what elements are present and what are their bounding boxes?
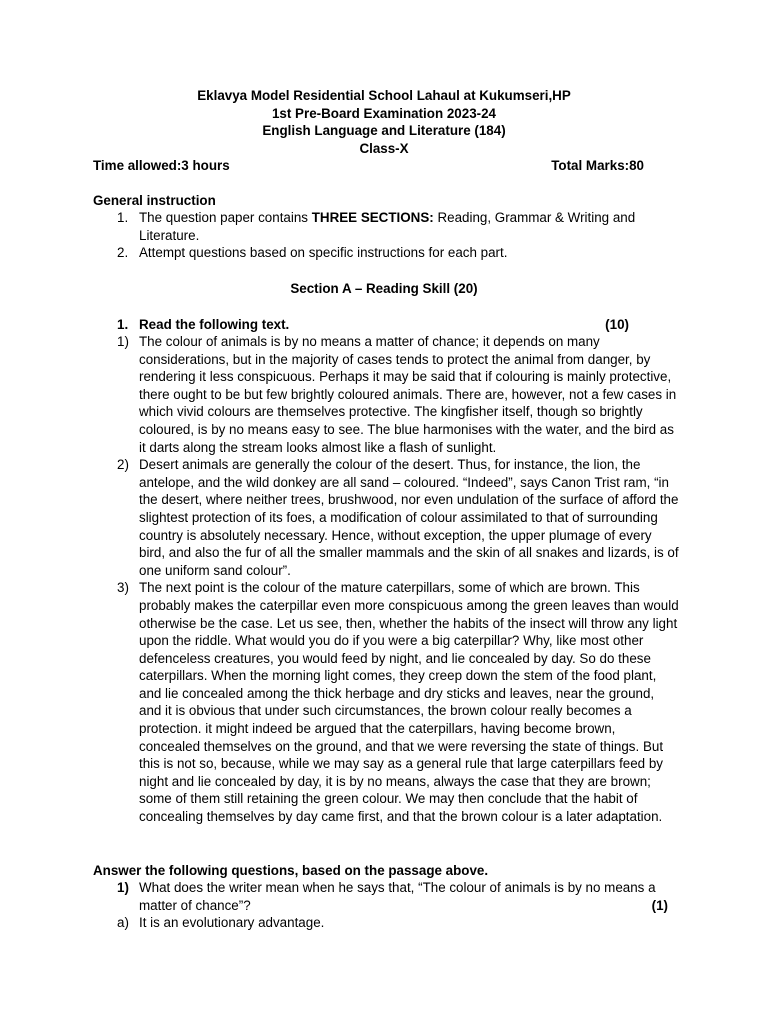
total-marks: Total Marks:80 [551, 158, 644, 173]
paragraph-text: Desert animals are generally the colour of the desert. Thus, for instance, the lion, the antelope, and the wild donkey are all sand – coloured. “Indeed”, says Canon Trist ram, “in the desert, where neither trees, brushwood, nor even undulation of the surface of afford the slightest protection of its foes, a modification of colour assimilated to that of surrounding country is absolutely necessary. Hence, without exception, the upper plumage of every bird, and also the fur of all the smaller mammals and the skin of all snakes and lizards, is of one uniform sand colour”. [139, 457, 679, 578]
instruction-item [93, 209, 683, 244]
paragraph-number: 3) [117, 580, 129, 596]
time-allowed: Time allowed:3 hours [93, 158, 230, 173]
passage [93, 333, 679, 826]
option-item [93, 914, 668, 932]
general-instruction-title: General instruction [93, 193, 216, 208]
question-1-marks: (10) [605, 317, 629, 332]
question-marks: (1) [651, 897, 668, 913]
question-item [93, 879, 668, 914]
option-letter: a) [117, 915, 129, 931]
class-name: Class-X [359, 140, 409, 156]
paragraph-text: The next point is the colour of the mature caterpillars, some of which are brown. This probably makes the caterpillar even more conspicuous among the green leaves than would otherwise be the case. Let us see, then, whether the habits of the insect will throw any light upon the riddle. What would you do if you were a big caterpillar? Why, like most other defenceless creatures, you would feed by night, and lie concealed by day. So do these caterpillars. When the morning light comes, they creep down the stem of the food plant, and lie concealed among the thick herbage and dry sticks and leaves, near the ground, and it is obvious that under such circumstances, the brown colour really becomes a protection. it might indeed be argued that the caterpillars, having become brown, concealed themselves on the ground, and that we were reversing the state of things. But this is not so, because, while we may say as a general rule that large caterpillars feed by night and lie concealed by day, it is by no means, always the case that they are brown; some of them still retaining the green colour. We may then conclude that the habit of concealing themselves by day came first, and that the brown colour is a later adaptation. [139, 580, 679, 825]
section-a-title: Section A – Reading Skill (20) [290, 281, 478, 296]
question-list [93, 879, 668, 932]
instruction-text-bold: THREE SECTIONS: [311, 210, 434, 225]
question-1-label-wrap [93, 316, 289, 334]
paragraph-number: 1) [117, 334, 129, 349]
instruction-text-post: Reading, Grammar & Writing and Literature. [139, 210, 636, 243]
question-text: What does the writer mean when he says that, “The colour of animals is by no means a matter of chance”? [139, 880, 656, 913]
time-marks-row [93, 157, 644, 175]
subject-name: English Language and Literature (184) [262, 123, 506, 139]
option-text: It is an evolutionary advantage. [139, 915, 325, 931]
exam-name: 1st Pre-Board Examination 2023-24 [271, 105, 496, 121]
question-1-heading [93, 316, 629, 334]
school-name: Eklavya Model Residential School Lahaul at Kukumseri,HP [197, 88, 571, 103]
instruction-text: Attempt questions based on specific instructions for each part. [139, 245, 508, 261]
instruction-text-pre: The question paper contains [139, 210, 312, 225]
paragraph-text: The colour of animals is by no means a matter of chance; it depends on many considerations, but in the majority of cases tends to protect the animal from danger, by rendering it less conspicuous. Perhaps it may be said that if colouring is mainly protective, there ought to be but few brightly coloured animals. There are, however, not a few cases in which vivid colours are themselves protective. The kingfisher itself, though so brightly coloured, is by no means easy to see. The blue harmonises with the water, and the bird as it darts along the stream looks almost like a flash of sunlight. [139, 334, 677, 455]
question-1-number: 1. [117, 317, 129, 332]
passage-paragraph [93, 333, 679, 456]
instruction-number: 2. [117, 245, 129, 261]
exam-header [0, 87, 768, 157]
answer-instruction: Answer the following questions, based on the passage above. [93, 863, 489, 878]
passage-paragraph [93, 579, 679, 825]
general-instruction-list [93, 209, 683, 262]
paragraph-number: 2) [117, 457, 129, 473]
question-1-label: Read the following text. [139, 317, 290, 332]
question-number: 1) [117, 880, 129, 895]
passage-paragraph [93, 456, 679, 579]
instruction-item [93, 244, 683, 262]
instruction-number: 1. [117, 210, 129, 225]
